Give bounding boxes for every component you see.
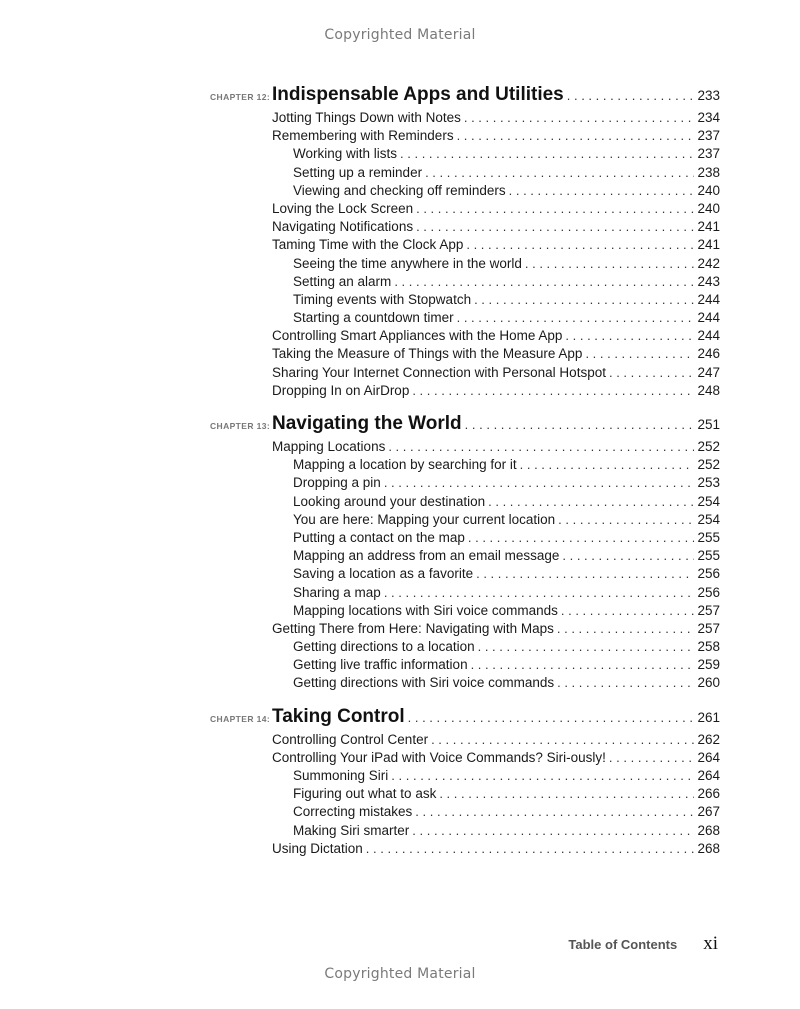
chapter-label: CHAPTER 13: (210, 421, 271, 431)
toc-subsection-entry[interactable] (210, 585, 720, 603)
entry-page-number: 237 (697, 146, 720, 162)
entry-page-number: 254 (697, 511, 720, 527)
page-number: xi (703, 933, 718, 954)
dot-leader (457, 128, 695, 143)
entry-page-number: 266 (697, 786, 720, 802)
toc-section-entry[interactable] (210, 750, 720, 768)
toc-subsection-entry[interactable] (210, 475, 720, 493)
toc-subsection-entry[interactable] (210, 639, 720, 657)
dot-leader (476, 566, 694, 581)
entry-page-number: 257 (697, 620, 720, 636)
toc-subsection-entry[interactable] (210, 566, 720, 584)
dot-leader (466, 237, 694, 252)
dot-leader (561, 603, 695, 618)
entry-title: Timing events with Stopwatch (293, 291, 472, 307)
toc-subsection-entry[interactable] (210, 603, 720, 621)
chapter-heading[interactable] (210, 84, 720, 110)
entry-title: Summoning Siri (293, 768, 389, 783)
dot-leader (416, 201, 694, 216)
entry-page-number: 252 (697, 457, 720, 473)
toc-section-entry[interactable] (210, 841, 720, 859)
entry-title: Figuring out what to ask (293, 786, 437, 802)
dot-leader (525, 256, 695, 271)
entry-title: Mapping Locations (272, 439, 386, 454)
entry-page-number: 238 (697, 164, 720, 180)
toc-subsection-entry[interactable] (210, 146, 720, 164)
toc-section-entry[interactable] (210, 328, 720, 346)
entry-title: Taking the Measure of Things with the Measure App (272, 346, 583, 362)
toc-section-entry[interactable] (210, 201, 720, 219)
entry-page-number: 248 (697, 382, 720, 398)
entry-page-number: 244 (697, 310, 720, 326)
toc-subsection-entry[interactable] (210, 183, 720, 201)
toc-subsection-entry[interactable] (210, 548, 720, 566)
toc-subsection-entry[interactable] (210, 256, 720, 274)
toc-section-entry[interactable] (210, 732, 720, 750)
entry-page-number: 268 (697, 822, 720, 838)
entry-page-number: 267 (697, 804, 720, 820)
entry-page-number: 255 (697, 548, 720, 564)
toc-section-entry[interactable] (210, 621, 720, 639)
entry-page-number: 234 (697, 110, 720, 125)
dot-leader (565, 328, 694, 343)
entry-title: Making Siri smarter (293, 822, 410, 838)
toc-subsection-entry[interactable] (210, 457, 720, 475)
dot-leader (431, 732, 694, 747)
entry-page-number: 241 (697, 219, 720, 235)
dot-leader (464, 110, 695, 125)
page-footer (568, 933, 718, 955)
entry-title: Loving the Lock Screen (272, 200, 414, 216)
chapter-page-number: 251 (697, 417, 720, 432)
dot-leader (400, 146, 694, 161)
entry-page-number: 244 (697, 291, 720, 307)
entry-title: Correcting mistakes (293, 804, 413, 820)
dot-leader (488, 494, 694, 509)
entry-title: Seeing the time anywhere in the world (293, 255, 522, 271)
entry-page-number: 252 (697, 439, 720, 454)
entry-page-number: 255 (697, 529, 720, 545)
toc-subsection-entry[interactable] (210, 786, 720, 804)
entry-page-number: 240 (697, 200, 720, 216)
toc-subsection-entry[interactable] (210, 292, 720, 310)
entry-title: Navigating Notifications (272, 219, 414, 235)
toc-subsection-entry[interactable] (210, 310, 720, 328)
dot-leader (478, 639, 695, 654)
toc-subsection-entry[interactable] (210, 494, 720, 512)
dot-leader (557, 675, 694, 690)
dot-leader (609, 750, 695, 765)
entry-title: Viewing and checking off reminders (293, 182, 506, 198)
entry-title: Setting up a reminder (293, 164, 423, 180)
entry-page-number: 264 (697, 768, 720, 783)
entry-title: Working with lists (293, 146, 398, 162)
chapter-heading[interactable] (210, 413, 720, 439)
chapter-title: Navigating the World (272, 413, 462, 434)
entry-title: Sharing a map (293, 584, 381, 600)
toc-section-entry[interactable] (210, 237, 720, 255)
entry-title: Getting There from Here: Navigating with Maps (272, 620, 554, 636)
entry-title: Mapping a location by searching for it (293, 457, 517, 473)
copyright-watermark-top: Copyrighted Material (324, 27, 476, 43)
toc-section-entry[interactable] (210, 128, 720, 146)
entry-page-number: 257 (697, 602, 720, 618)
chapter-section (210, 706, 720, 859)
dot-leader (520, 457, 695, 472)
dot-leader (408, 710, 695, 725)
entry-title: Starting a countdown timer (293, 310, 454, 326)
entry-title: Mapping an address from an email message (293, 548, 560, 564)
dot-leader (457, 310, 695, 325)
toc-subsection-entry[interactable] (210, 768, 720, 786)
dot-leader (425, 165, 694, 180)
entry-title: Controlling Your iPad with Voice Commands? Siri-ously! (272, 749, 606, 765)
toc-subsection-entry[interactable] (210, 530, 720, 548)
entry-title: Controlling Smart Appliances with the Home App (272, 328, 563, 344)
entry-title: Using Dictation (272, 840, 363, 856)
toc-section-entry[interactable] (210, 383, 720, 401)
running-footer-title: Table of Contents (568, 937, 678, 952)
entry-page-number: 243 (697, 273, 720, 289)
entry-title: You are here: Mapping your current location (293, 511, 556, 527)
toc-section-entry[interactable] (210, 110, 720, 128)
entry-page-number: 264 (697, 749, 720, 765)
chapter-label: CHAPTER 14: (210, 713, 271, 724)
toc-subsection-entry[interactable] (210, 512, 720, 530)
entry-title: Getting live traffic information (293, 657, 468, 673)
dot-leader (391, 768, 694, 783)
entry-title: Remembering with Reminders (272, 128, 454, 144)
dot-leader (384, 475, 695, 490)
entry-page-number: 253 (697, 475, 720, 491)
entry-title: Looking around your destination (293, 493, 486, 509)
entry-page-number: 247 (697, 364, 720, 380)
entry-title: Getting directions with Siri voice commands (293, 675, 555, 691)
entry-page-number: 262 (697, 731, 720, 747)
chapter-label: CHAPTER 12: (210, 92, 271, 102)
chapter-page-number: 261 (697, 709, 720, 725)
toc-section-entry[interactable] (210, 346, 720, 364)
chapter-title: Taking Control (272, 705, 405, 727)
entry-page-number: 258 (697, 639, 720, 655)
dot-leader (509, 183, 695, 198)
entry-title: Dropping In on AirDrop (272, 382, 410, 398)
entry-page-number: 259 (697, 657, 720, 673)
chapter-title: Indispensable Apps and Utilities (272, 84, 564, 105)
toc-subsection-entry[interactable] (210, 675, 720, 693)
entry-page-number: 260 (697, 675, 720, 691)
dot-leader (567, 88, 695, 103)
chapter-page-number: 233 (697, 88, 720, 103)
dot-leader (558, 512, 694, 527)
entry-page-number: 242 (697, 255, 720, 271)
dot-leader (394, 274, 694, 289)
dot-leader (471, 657, 695, 672)
entry-title: Putting a contact on the map (293, 529, 465, 545)
toc-subsection-entry[interactable] (210, 165, 720, 183)
toc-subsection-entry[interactable] (210, 823, 720, 841)
toc-subsection-entry[interactable] (210, 804, 720, 822)
dot-leader (439, 786, 694, 801)
dot-leader (609, 365, 695, 380)
entry-title: Dropping a pin (293, 475, 381, 491)
dot-leader (388, 439, 694, 454)
dot-leader (416, 219, 694, 234)
toc-section-entry[interactable] (210, 439, 720, 457)
dot-leader (465, 417, 695, 432)
entry-title: Jotting Things Down with Notes (272, 110, 461, 125)
toc-section-entry[interactable] (210, 365, 720, 383)
chapter-heading[interactable] (210, 706, 720, 732)
dot-leader (585, 346, 694, 361)
dot-leader (557, 621, 695, 636)
dot-leader (412, 823, 694, 838)
dot-leader (474, 292, 694, 307)
entry-page-number: 240 (697, 182, 720, 198)
entry-page-number: 244 (697, 328, 720, 344)
entry-title: Getting directions to a location (293, 639, 475, 655)
entry-page-number: 254 (697, 493, 720, 509)
entry-title: Sharing Your Internet Connection with Personal Hotspot (272, 364, 606, 380)
entry-page-number: 241 (697, 237, 720, 253)
copyright-watermark-bottom: Copyrighted Material (324, 966, 476, 982)
chapter-section (210, 413, 720, 694)
toc-subsection-entry[interactable] (210, 274, 720, 292)
dot-leader (384, 585, 695, 600)
table-of-contents (210, 84, 720, 871)
entry-page-number: 256 (697, 566, 720, 582)
entry-title: Taming Time with the Clock App (272, 237, 464, 253)
dot-leader (412, 383, 694, 398)
chapter-section (210, 84, 720, 401)
dot-leader (415, 804, 694, 819)
entry-title: Saving a location as a favorite (293, 566, 474, 582)
entry-page-number: 268 (697, 840, 720, 856)
entry-title: Controlling Control Center (272, 731, 429, 747)
toc-section-entry[interactable] (210, 219, 720, 237)
entry-title: Mapping locations with Siri voice commands (293, 602, 558, 618)
dot-leader (562, 548, 694, 563)
toc-subsection-entry[interactable] (210, 657, 720, 675)
dot-leader (468, 530, 695, 545)
dot-leader (366, 841, 695, 856)
entry-title: Setting an alarm (293, 273, 392, 289)
entry-page-number: 256 (697, 584, 720, 600)
entry-page-number: 237 (697, 128, 720, 144)
entry-page-number: 246 (697, 346, 720, 362)
